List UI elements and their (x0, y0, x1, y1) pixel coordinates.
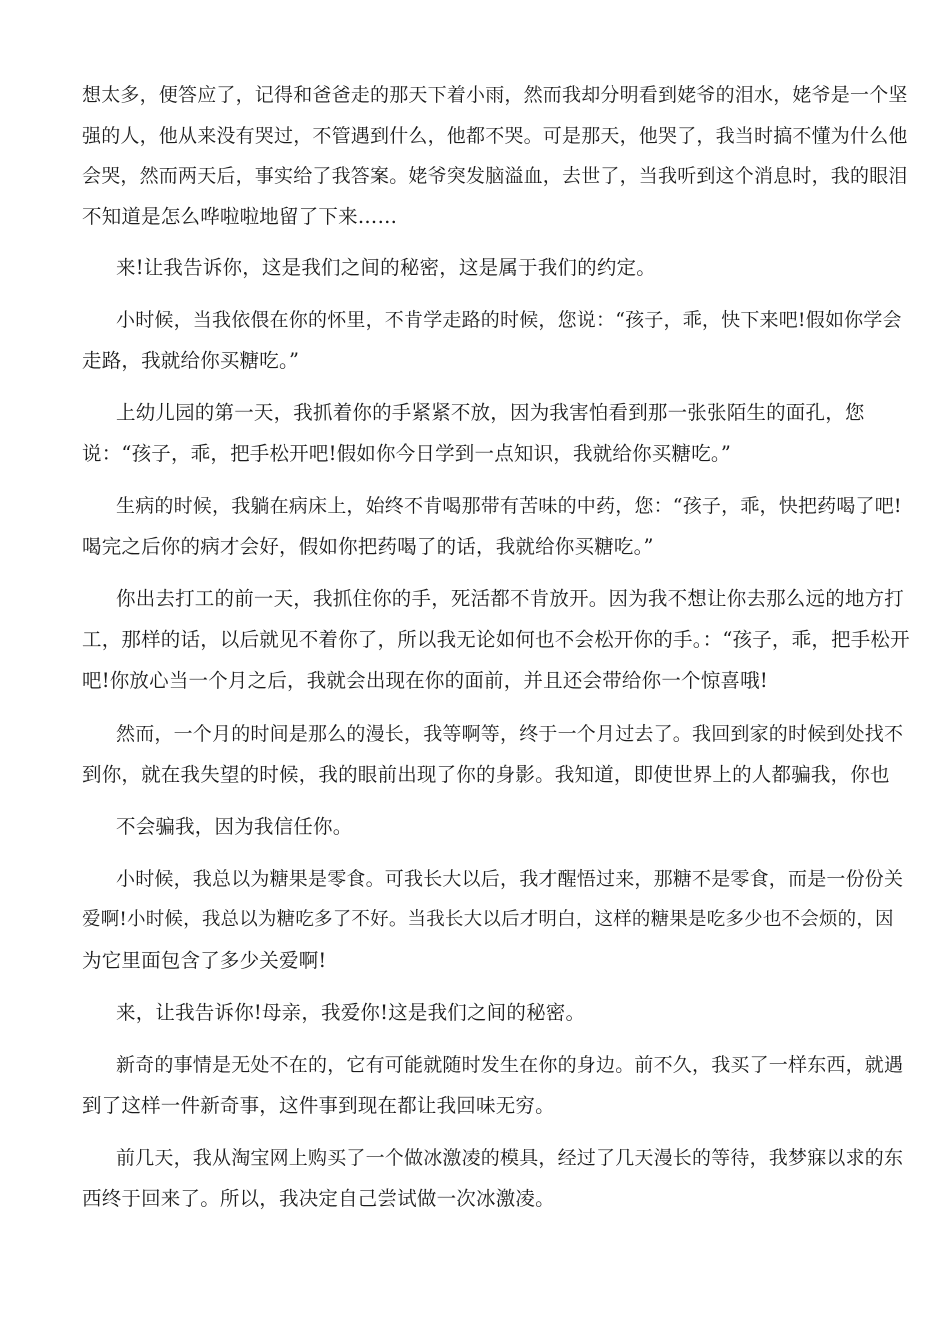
text-line: 不知道是怎么哗啦啦地留了下来…… (82, 205, 398, 228)
text-line: 会哭，然而两天后，事实给了我答案。姥爷突发脑溢血，去世了，当我听到这个消息时，我的眼泪 (82, 165, 908, 187)
text-line: 爱啊!小时候，我总以为糖吃多了不好。当我长大以后才明白，这样的糖果是吃多少也不会烦的，因 (82, 909, 894, 930)
text-line: 走路，我就给你买糖吃。” (82, 349, 300, 372)
text-line: 到你，就在我失望的时候，我的眼前出现了你的身影。我知道，即使世界上的人都骗我，你也 (82, 763, 890, 786)
text-line: 上幼儿园的第一天，我抓着你的手紧紧不放，因为我害怕看到那一张张陌生的面孔，您 (116, 401, 865, 424)
text-line: 然而，一个月的时间是那么的漫长，我等啊等，终于一个月过去了。我回到家的时候到处找不 (116, 723, 904, 745)
text-line: 来，让我告诉你!母亲，我爱你!这是我们之间的秘密。 (116, 1001, 586, 1024)
text-line: 你出去打工的前一天，我抓住你的手，死活都不肯放开。因为我不想让你去那么远的地方打 (116, 587, 905, 610)
text-line: 到了这样一件新奇事，这件事到现在都让我回味无穷。 (82, 1094, 555, 1117)
text-line: 喝完之后你的病才会好，假如你把药喝了的话，我就给你买糖吃。” (82, 535, 654, 558)
text-line: 西终于回来了。所以，我决定自己尝试做一次冰激凌。 (82, 1187, 555, 1210)
text-line: 小时候，我总以为糖果是零食。可我长大以后，我才醒悟过来，那糖不是零食，而是一份份关 (116, 868, 904, 890)
text-line: 说：“孩子，乖，把手松开吧!假如你今日学到一点知识，我就给你买糖吃。” (82, 442, 732, 465)
text-line: 新奇的事情是无处不在的，它有可能就随时发生在你的身边。前不久，我买了一样东西，就遇 (116, 1054, 904, 1076)
text-line: 吧!你放心当一个月之后，我就会出现在你的面前，并且还会带给你一个惊喜哦! (82, 669, 768, 692)
text-line: 强的人，他从来没有哭过，不管遇到什么，他都不哭。可是那天，他哭了，我当时搞不懂为什么他 (82, 125, 908, 147)
text-line: 生病的时候，我躺在病床上，始终不肯喝那带有苦味的中药，您：“孩子，乖，快把药喝了吧! (116, 495, 902, 517)
text-line: 不会骗我，因为我信任你。 (116, 815, 353, 838)
text-line: 为它里面包含了多少关爱啊! (82, 949, 327, 972)
text-line: 来!让我告诉你，这是我们之间的秘密，这是属于我们的约定。 (116, 256, 656, 279)
text-line: 工，那样的话，以后就见不着你了，所以我无论如何也不会松开你的手。：“孩子，乖，把手松开 (82, 628, 910, 651)
text-line: 前几天，我从淘宝网上购买了一个做冰激凌的模具，经过了几天漫长的等待，我梦寐以求的东 (116, 1147, 904, 1169)
text-line: 想太多，便答应了，记得和爸爸走的那天下着小雨，然而我却分明看到姥爷的泪水，姥爷是一个坚 (82, 84, 908, 106)
text-line: 小时候，当我依偎在你的怀里，不肯学走路的时候，您说：“孩子，乖，快下来吧!假如你学会 (116, 309, 902, 331)
